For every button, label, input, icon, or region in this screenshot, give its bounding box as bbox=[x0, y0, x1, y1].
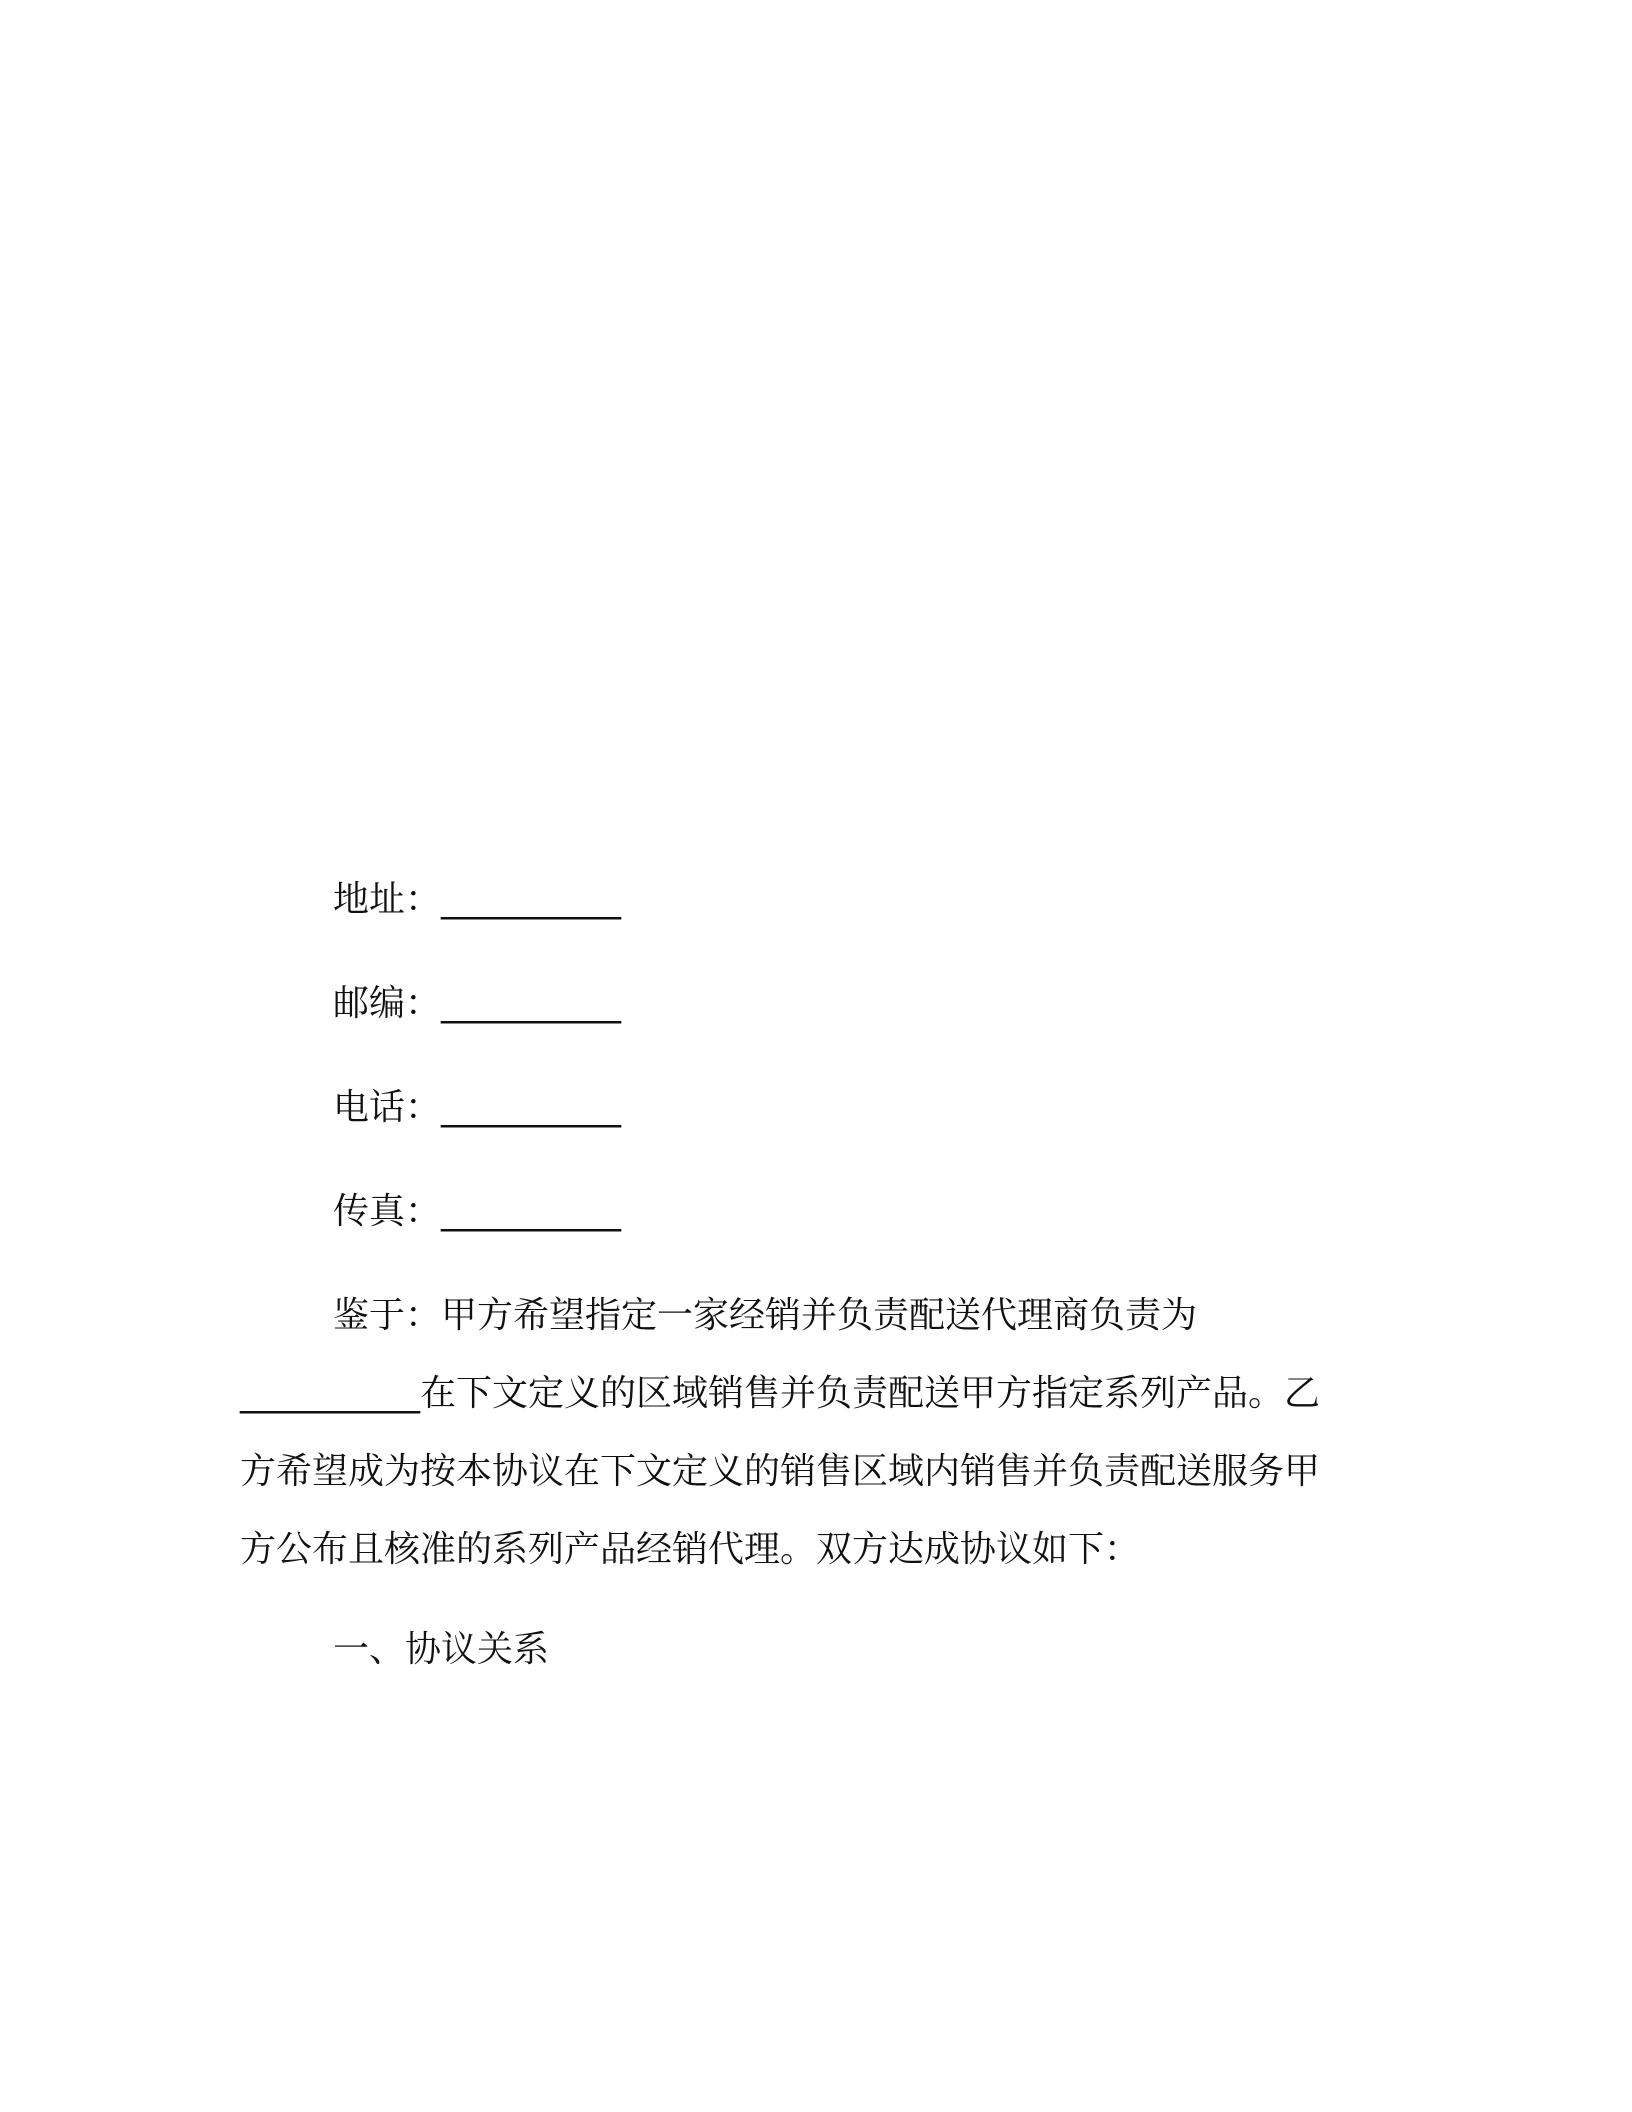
whereas-paragraph-line-4: 方公布且核准的系列产品经销代理。双方达成协议如下： bbox=[240, 1529, 1141, 1570]
section-heading: 一、协议关系 bbox=[333, 1629, 550, 1670]
fax-field bbox=[333, 1190, 621, 1234]
address-label: 地址： bbox=[333, 879, 442, 920]
fax-label: 传真： bbox=[333, 1191, 442, 1232]
phone-label: 电话： bbox=[333, 1087, 442, 1128]
whereas-paragraph-line-3: 方希望成为按本协议在下文定义的销售区域内销售并负责配送服务甲 bbox=[240, 1451, 1321, 1492]
address-blank: __________ bbox=[441, 879, 622, 920]
address-field bbox=[333, 878, 621, 922]
postcode-label: 邮编： bbox=[333, 983, 442, 1024]
postcode-blank: __________ bbox=[441, 983, 622, 1024]
postcode-field bbox=[333, 982, 621, 1026]
whereas-paragraph-line-1: 鉴于：甲方希望指定一家经销并负责配送代理商负责为 bbox=[333, 1295, 1198, 1336]
fax-blank: __________ bbox=[441, 1191, 622, 1232]
phone-blank: __________ bbox=[441, 1087, 622, 1128]
whereas-paragraph-line-2: __________在下文定义的区域销售并负责配送甲方指定系列产品。乙 bbox=[240, 1373, 1321, 1414]
phone-field bbox=[333, 1086, 621, 1130]
